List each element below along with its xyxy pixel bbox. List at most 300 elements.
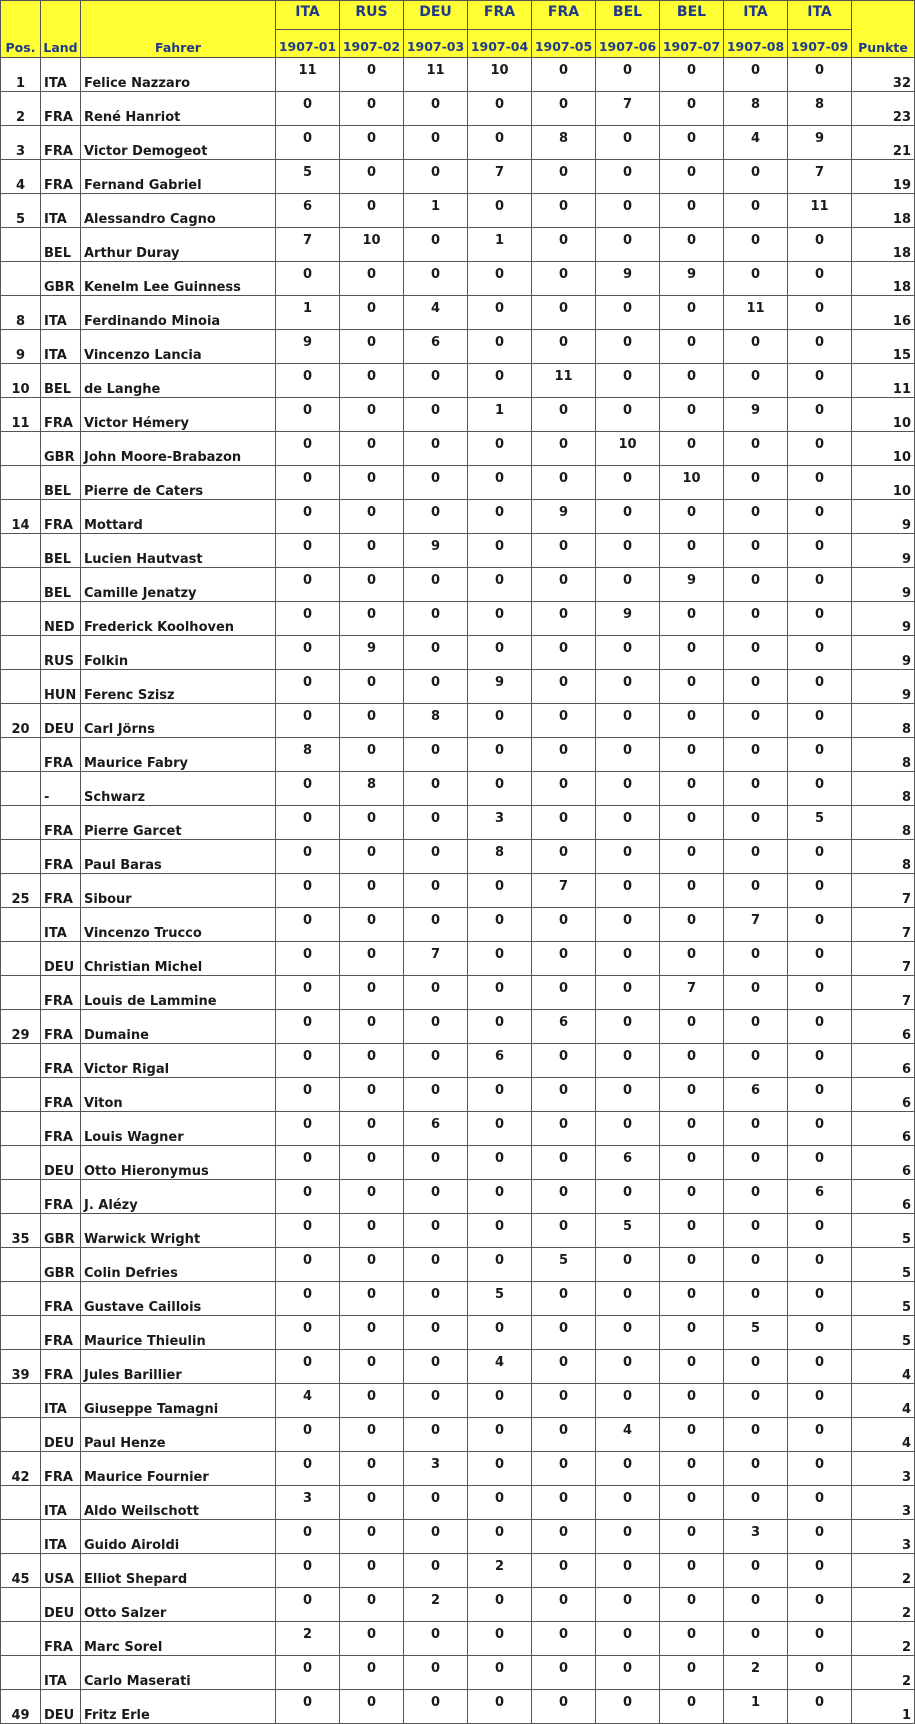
position-cell — [1, 1248, 41, 1282]
race-points-cell: 7 — [532, 874, 596, 908]
race-points-cell: 0 — [340, 126, 404, 160]
table-row — [1, 466, 915, 500]
race-points-cell: 0 — [276, 1044, 340, 1078]
country-cell: FRA — [41, 840, 81, 874]
race-points-cell: 0 — [660, 942, 724, 976]
total-points-cell: 6 — [852, 1180, 915, 1214]
race-points-cell: 0 — [724, 432, 788, 466]
race-points-cell: 0 — [596, 398, 660, 432]
position-cell: 5 — [1, 194, 41, 228]
table-row — [1, 1146, 915, 1180]
race-points-cell: 0 — [724, 1044, 788, 1078]
race-points-cell: 0 — [532, 636, 596, 670]
race-points-cell: 0 — [596, 466, 660, 500]
race-points-cell: 0 — [340, 704, 404, 738]
country-cell: FRA — [41, 1316, 81, 1350]
country-cell: BEL — [41, 466, 81, 500]
race-points-cell: 0 — [468, 1418, 532, 1452]
race-points-cell: 0 — [468, 1180, 532, 1214]
race-points-cell: 10 — [596, 432, 660, 466]
driver-name-cell: Aldo Weilschott — [81, 1486, 276, 1520]
punkte-header: Punkte — [852, 1, 915, 58]
country-cell: ITA — [41, 1520, 81, 1554]
race-points-cell: 0 — [404, 432, 468, 466]
table-row — [1, 160, 915, 194]
country-cell: ITA — [41, 1486, 81, 1520]
race-points-cell: 0 — [788, 1384, 852, 1418]
race-points-cell: 0 — [468, 976, 532, 1010]
driver-name-cell: Victor Rigal — [81, 1044, 276, 1078]
race-points-cell: 3 — [276, 1486, 340, 1520]
race-points-cell: 7 — [468, 160, 532, 194]
race-points-cell: 0 — [276, 126, 340, 160]
race-points-cell: 0 — [532, 466, 596, 500]
race-points-cell: 0 — [660, 1248, 724, 1282]
race-points-cell: 0 — [276, 432, 340, 466]
race-country-header: RUS — [340, 1, 404, 30]
race-points-cell: 0 — [276, 1146, 340, 1180]
race-points-cell: 6 — [788, 1180, 852, 1214]
race-points-cell: 0 — [532, 806, 596, 840]
table-row — [1, 568, 915, 602]
race-points-cell: 0 — [788, 1044, 852, 1078]
position-cell — [1, 466, 41, 500]
total-points-cell: 18 — [852, 228, 915, 262]
race-points-cell: 1 — [468, 398, 532, 432]
race-points-cell: 0 — [724, 1554, 788, 1588]
race-points-cell: 0 — [724, 704, 788, 738]
race-points-cell: 0 — [532, 1486, 596, 1520]
race-points-cell: 0 — [404, 1690, 468, 1724]
table-row — [1, 262, 915, 296]
race-points-cell: 0 — [788, 908, 852, 942]
race-points-cell: 7 — [788, 160, 852, 194]
race-points-cell: 0 — [724, 1010, 788, 1044]
race-points-cell: 0 — [340, 1078, 404, 1112]
race-points-cell: 1 — [404, 194, 468, 228]
race-points-cell: 0 — [276, 670, 340, 704]
driver-name-cell: Mottard — [81, 500, 276, 534]
driver-name-cell: Paul Henze — [81, 1418, 276, 1452]
total-points-cell: 6 — [852, 1112, 915, 1146]
race-points-cell: 0 — [340, 840, 404, 874]
total-points-cell: 32 — [852, 58, 915, 92]
race-date-header: 1907-07 — [660, 30, 724, 58]
race-points-cell: 0 — [596, 1248, 660, 1282]
race-points-cell: 0 — [724, 1418, 788, 1452]
race-points-cell: 0 — [788, 466, 852, 500]
race-points-cell: 0 — [596, 330, 660, 364]
race-points-cell: 0 — [532, 1554, 596, 1588]
race-points-cell: 0 — [404, 1486, 468, 1520]
total-points-cell: 9 — [852, 500, 915, 534]
race-points-cell: 0 — [404, 1554, 468, 1588]
race-points-cell: 9 — [276, 330, 340, 364]
race-points-cell: 0 — [276, 364, 340, 398]
race-points-cell: 0 — [276, 262, 340, 296]
race-points-cell: 0 — [404, 670, 468, 704]
race-points-cell: 0 — [532, 704, 596, 738]
race-points-cell: 4 — [276, 1384, 340, 1418]
total-points-cell: 15 — [852, 330, 915, 364]
position-cell — [1, 534, 41, 568]
race-points-cell: 9 — [596, 602, 660, 636]
driver-name-cell: Ferdinando Minoia — [81, 296, 276, 330]
race-points-cell: 6 — [596, 1146, 660, 1180]
table-row — [1, 58, 915, 92]
race-points-cell: 0 — [660, 432, 724, 466]
total-points-cell: 1 — [852, 1690, 915, 1724]
position-cell — [1, 432, 41, 466]
country-cell: FRA — [41, 1452, 81, 1486]
race-points-cell: 9 — [468, 670, 532, 704]
race-points-cell: 0 — [660, 1452, 724, 1486]
race-points-cell: 0 — [788, 874, 852, 908]
driver-name-cell: Pierre Garcet — [81, 806, 276, 840]
country-cell: FRA — [41, 738, 81, 772]
race-points-cell: 0 — [788, 500, 852, 534]
position-cell — [1, 942, 41, 976]
driver-name-cell: Alessandro Cagno — [81, 194, 276, 228]
table-row — [1, 1248, 915, 1282]
country-cell: DEU — [41, 942, 81, 976]
race-points-cell: 0 — [340, 874, 404, 908]
race-date-header: 1907-04 — [468, 30, 532, 58]
race-points-cell: 2 — [404, 1588, 468, 1622]
race-points-cell: 0 — [340, 500, 404, 534]
country-cell: FRA — [41, 500, 81, 534]
total-points-cell: 8 — [852, 840, 915, 874]
driver-name-cell: Guido Airoldi — [81, 1520, 276, 1554]
total-points-cell: 6 — [852, 1010, 915, 1044]
total-points-cell: 9 — [852, 534, 915, 568]
driver-name-cell: Fritz Erle — [81, 1690, 276, 1724]
race-points-cell: 0 — [340, 1690, 404, 1724]
race-points-cell: 0 — [468, 1214, 532, 1248]
race-points-cell: 2 — [276, 1622, 340, 1656]
race-points-cell: 0 — [532, 1078, 596, 1112]
land-header: Land — [41, 1, 81, 58]
race-points-cell: 0 — [340, 432, 404, 466]
race-points-cell: 9 — [404, 534, 468, 568]
race-points-cell: 0 — [276, 1010, 340, 1044]
total-points-cell: 7 — [852, 874, 915, 908]
race-points-cell: 8 — [724, 92, 788, 126]
race-points-cell: 0 — [596, 840, 660, 874]
race-points-cell: 0 — [788, 1520, 852, 1554]
race-points-cell: 0 — [468, 1384, 532, 1418]
table-row — [1, 636, 915, 670]
driver-name-cell: Otto Hieronymus — [81, 1146, 276, 1180]
race-points-cell: 0 — [340, 942, 404, 976]
total-points-cell: 2 — [852, 1588, 915, 1622]
race-points-cell: 7 — [724, 908, 788, 942]
race-points-cell: 0 — [404, 466, 468, 500]
race-points-cell: 0 — [596, 738, 660, 772]
table-row — [1, 1316, 915, 1350]
race-points-cell: 0 — [724, 1214, 788, 1248]
race-points-cell: 0 — [660, 1690, 724, 1724]
race-points-cell: 0 — [276, 636, 340, 670]
race-points-cell: 0 — [596, 976, 660, 1010]
table-row — [1, 500, 915, 534]
table-row — [1, 1520, 915, 1554]
race-points-cell: 0 — [340, 1146, 404, 1180]
race-points-cell: 0 — [340, 194, 404, 228]
country-cell: ITA — [41, 1656, 81, 1690]
race-points-cell: 5 — [724, 1316, 788, 1350]
race-date-header: 1907-08 — [724, 30, 788, 58]
table-row — [1, 1486, 915, 1520]
race-points-cell: 0 — [660, 1180, 724, 1214]
race-points-cell: 0 — [404, 398, 468, 432]
race-points-cell: 0 — [660, 534, 724, 568]
race-points-cell: 0 — [468, 1078, 532, 1112]
race-country-header: FRA — [468, 1, 532, 30]
race-points-cell: 0 — [724, 636, 788, 670]
total-points-cell: 10 — [852, 466, 915, 500]
driver-name-cell: Pierre de Caters — [81, 466, 276, 500]
race-points-cell: 6 — [724, 1078, 788, 1112]
race-points-cell: 0 — [468, 602, 532, 636]
race-points-cell: 0 — [340, 1656, 404, 1690]
country-cell: FRA — [41, 398, 81, 432]
race-points-cell: 0 — [724, 1588, 788, 1622]
race-points-cell: 0 — [660, 1350, 724, 1384]
race-points-cell: 0 — [788, 1112, 852, 1146]
race-points-cell: 0 — [532, 1350, 596, 1384]
country-cell: BEL — [41, 364, 81, 398]
race-date-header: 1907-06 — [596, 30, 660, 58]
race-points-cell: 0 — [660, 92, 724, 126]
race-points-cell: 0 — [532, 772, 596, 806]
race-points-cell: 0 — [532, 1622, 596, 1656]
race-points-cell: 0 — [468, 92, 532, 126]
race-points-cell: 0 — [660, 738, 724, 772]
position-cell — [1, 772, 41, 806]
race-points-cell: 0 — [788, 1622, 852, 1656]
race-points-cell: 0 — [596, 1350, 660, 1384]
race-points-cell: 4 — [724, 126, 788, 160]
race-points-cell: 0 — [340, 1486, 404, 1520]
country-cell: FRA — [41, 92, 81, 126]
race-points-cell: 5 — [596, 1214, 660, 1248]
race-points-cell: 0 — [468, 942, 532, 976]
race-points-cell: 0 — [276, 840, 340, 874]
race-points-cell: 0 — [340, 1044, 404, 1078]
race-points-cell: 0 — [468, 1588, 532, 1622]
race-points-cell: 0 — [724, 1282, 788, 1316]
position-cell — [1, 1588, 41, 1622]
driver-name-cell: Christian Michel — [81, 942, 276, 976]
race-points-cell: 8 — [468, 840, 532, 874]
race-points-cell: 8 — [340, 772, 404, 806]
table-row — [1, 1384, 915, 1418]
position-cell — [1, 1316, 41, 1350]
position-cell — [1, 636, 41, 670]
race-points-cell: 0 — [276, 1520, 340, 1554]
table-row — [1, 1112, 915, 1146]
position-cell: 20 — [1, 704, 41, 738]
race-points-cell: 11 — [532, 364, 596, 398]
race-points-cell: 0 — [276, 398, 340, 432]
total-points-cell: 2 — [852, 1622, 915, 1656]
position-cell — [1, 1282, 41, 1316]
table-row — [1, 874, 915, 908]
table-row — [1, 432, 915, 466]
total-points-cell: 3 — [852, 1452, 915, 1486]
driver-name-cell: Viton — [81, 1078, 276, 1112]
race-points-cell: 0 — [788, 228, 852, 262]
race-points-cell: 0 — [276, 1554, 340, 1588]
race-points-cell: 0 — [532, 908, 596, 942]
race-points-cell: 0 — [596, 1656, 660, 1690]
country-cell: FRA — [41, 976, 81, 1010]
total-points-cell: 18 — [852, 194, 915, 228]
race-points-cell: 0 — [404, 1282, 468, 1316]
race-points-cell: 0 — [788, 1656, 852, 1690]
table-row — [1, 670, 915, 704]
table-row — [1, 1078, 915, 1112]
race-points-cell: 0 — [276, 1588, 340, 1622]
total-points-cell: 6 — [852, 1146, 915, 1180]
total-points-cell: 9 — [852, 602, 915, 636]
race-points-cell: 0 — [276, 1690, 340, 1724]
country-cell: ITA — [41, 194, 81, 228]
table-row — [1, 126, 915, 160]
driver-name-cell: Carlo Maserati — [81, 1656, 276, 1690]
race-points-cell: 0 — [532, 1282, 596, 1316]
driver-name-cell: Carl Jörns — [81, 704, 276, 738]
race-date-header: 1907-02 — [340, 30, 404, 58]
header-country-row — [1, 1, 915, 30]
race-points-cell: 0 — [276, 806, 340, 840]
race-points-cell: 0 — [596, 1112, 660, 1146]
table-row — [1, 704, 915, 738]
race-points-cell: 0 — [468, 1486, 532, 1520]
table-row — [1, 1452, 915, 1486]
driver-name-cell: Otto Salzer — [81, 1588, 276, 1622]
race-points-cell: 0 — [468, 1690, 532, 1724]
race-points-cell: 0 — [532, 568, 596, 602]
race-country-header: FRA — [532, 1, 596, 30]
race-points-cell: 0 — [660, 704, 724, 738]
race-points-cell: 0 — [596, 1452, 660, 1486]
race-points-cell: 0 — [596, 772, 660, 806]
race-points-cell: 0 — [788, 262, 852, 296]
race-points-cell: 0 — [596, 126, 660, 160]
driver-name-cell: Folkin — [81, 636, 276, 670]
race-points-cell: 0 — [596, 908, 660, 942]
race-points-cell: 0 — [724, 738, 788, 772]
race-points-cell: 0 — [340, 602, 404, 636]
country-cell: FRA — [41, 1180, 81, 1214]
race-points-cell: 0 — [468, 1010, 532, 1044]
race-points-cell: 0 — [596, 1588, 660, 1622]
race-points-cell: 0 — [276, 1180, 340, 1214]
driver-name-cell: Dumaine — [81, 1010, 276, 1044]
table-row — [1, 908, 915, 942]
race-points-cell: 0 — [596, 1010, 660, 1044]
total-points-cell: 10 — [852, 432, 915, 466]
total-points-cell: 8 — [852, 738, 915, 772]
race-points-cell: 0 — [788, 704, 852, 738]
race-points-cell: 9 — [660, 262, 724, 296]
race-points-cell: 0 — [724, 1248, 788, 1282]
race-points-cell: 0 — [788, 364, 852, 398]
table-row — [1, 1588, 915, 1622]
race-points-cell: 0 — [404, 568, 468, 602]
race-points-cell: 0 — [404, 1248, 468, 1282]
country-cell: FRA — [41, 1078, 81, 1112]
race-points-cell: 0 — [660, 1316, 724, 1350]
total-points-cell: 21 — [852, 126, 915, 160]
race-points-cell: 0 — [532, 1588, 596, 1622]
total-points-cell: 9 — [852, 568, 915, 602]
race-points-cell: 0 — [660, 500, 724, 534]
total-points-cell: 19 — [852, 160, 915, 194]
race-points-cell: 1 — [468, 228, 532, 262]
race-points-cell: 0 — [596, 534, 660, 568]
position-cell — [1, 1146, 41, 1180]
race-points-cell: 0 — [340, 466, 404, 500]
race-points-cell: 3 — [468, 806, 532, 840]
race-points-cell: 0 — [788, 1690, 852, 1724]
driver-name-cell: Frederick Koolhoven — [81, 602, 276, 636]
race-points-cell: 0 — [532, 1146, 596, 1180]
table-row — [1, 92, 915, 126]
total-points-cell: 2 — [852, 1656, 915, 1690]
position-cell: 25 — [1, 874, 41, 908]
driver-name-cell: Maurice Fournier — [81, 1452, 276, 1486]
country-cell: DEU — [41, 1588, 81, 1622]
race-points-cell: 0 — [660, 1520, 724, 1554]
driver-name-cell: Giuseppe Tamagni — [81, 1384, 276, 1418]
table-row — [1, 1044, 915, 1078]
race-points-cell: 11 — [404, 58, 468, 92]
race-points-cell: 0 — [596, 296, 660, 330]
race-points-cell: 0 — [404, 806, 468, 840]
race-points-cell: 0 — [276, 1656, 340, 1690]
table-header — [1, 1, 915, 58]
race-points-cell: 0 — [660, 1486, 724, 1520]
race-points-cell: 0 — [404, 840, 468, 874]
total-points-cell: 8 — [852, 772, 915, 806]
race-points-cell: 0 — [340, 1282, 404, 1316]
race-points-cell: 0 — [596, 228, 660, 262]
race-points-cell: 0 — [340, 1010, 404, 1044]
race-points-cell: 0 — [788, 1282, 852, 1316]
driver-name-cell: Kenelm Lee Guinness — [81, 262, 276, 296]
race-points-cell: 0 — [404, 602, 468, 636]
total-points-cell: 16 — [852, 296, 915, 330]
race-points-cell: 0 — [340, 1588, 404, 1622]
race-points-cell: 0 — [276, 1418, 340, 1452]
race-points-cell: 0 — [724, 806, 788, 840]
race-points-cell: 0 — [340, 92, 404, 126]
race-points-cell: 0 — [404, 364, 468, 398]
race-points-cell: 0 — [276, 92, 340, 126]
race-points-cell: 0 — [596, 364, 660, 398]
race-points-cell: 0 — [788, 738, 852, 772]
table-row — [1, 1180, 915, 1214]
race-points-cell: 0 — [724, 1146, 788, 1180]
race-country-header: ITA — [276, 1, 340, 30]
race-points-cell: 0 — [404, 160, 468, 194]
race-points-cell: 0 — [724, 466, 788, 500]
race-points-cell: 10 — [660, 466, 724, 500]
table-row — [1, 296, 915, 330]
